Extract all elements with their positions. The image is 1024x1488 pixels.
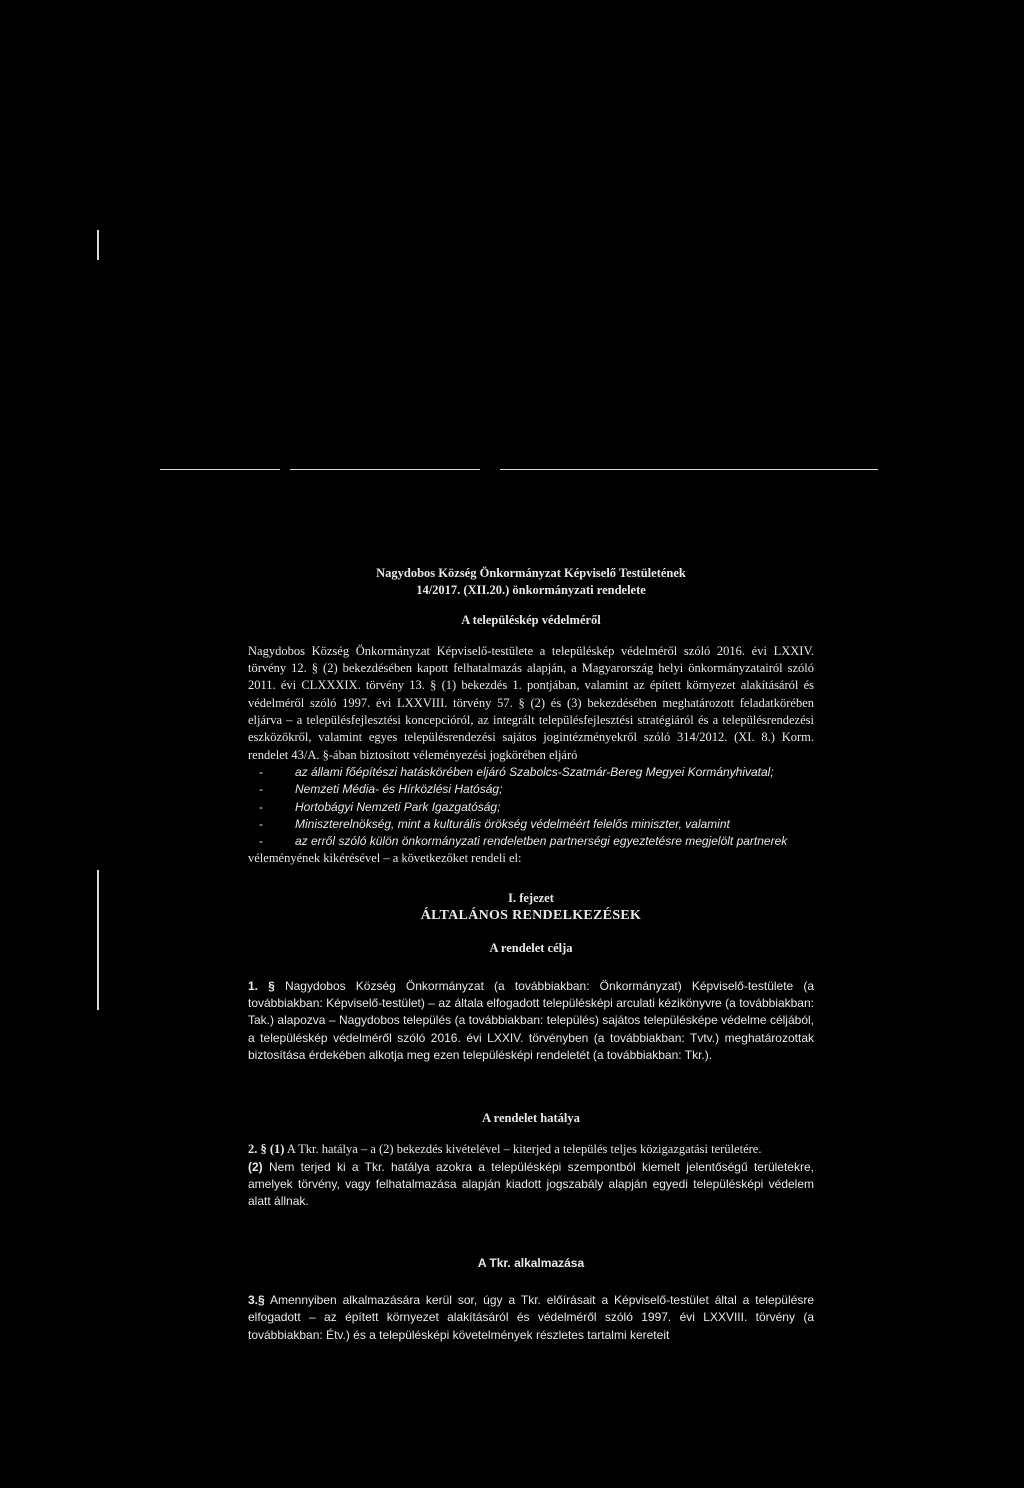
section-2-paragraph-1 (248, 1141, 814, 1158)
consulted-parties-list (248, 764, 814, 850)
preamble-closing: véleményének kikérésével – a következőket rendeli el: (248, 851, 522, 866)
section-1-paragraph (248, 978, 814, 1064)
section-2-text-2: Nem terjed ki a Tkr. hatálya azokra a településképi szempontból kiemelt jelentőségű területekre, amelyek törvény, vagy felhatalmazása alapján kiadott jogszabály alapján egyedi településképi védelem alatt állnak. (248, 1159, 814, 1209)
section-1-number: 1. § (248, 978, 275, 993)
document-page (248, 565, 814, 1344)
list-item: - Hortobágyi Nemzeti Park Igazgatóság; (248, 799, 814, 816)
scan-artifact-rule (290, 469, 480, 470)
section-2-number: 2. § (1) (248, 1142, 285, 1157)
document-header-line-1: Nagydobos Község Önkormányzat Képviselő Testületének (376, 566, 686, 580)
document-header-line-2: 14/2017. (XII.20.) önkormányzati rendelete (416, 583, 646, 598)
section-1-title: A rendelet célja (489, 941, 573, 956)
section-2-text: A Tkr. hatálya – a (2) bekezdés kivételével – kiterjed a település teljes közigazgatási területére. (286, 1142, 762, 1157)
preamble-text: Nagydobos Község Önkormányzat Képviselő-testülete a településkép védelméről szóló 2016. évi LXXIV. törvény 12. § (2) bekezdésében kapott felhatalmazás alapján, a Magyarország helyi önkormányzatairól szóló 2011. évi CLXXXIX. törvény 13. § (1) bekezdés 1. pontjában, valamint az épített környezet alakításáról és védelméről szóló 1997. évi LXXVIII. törvény 57. § (2) és (3) bekezdésében meghatározott feladatkörében eljárva – a településfejlesztési koncepcióról, az integrált településfejlesztési stratégiáról és a településrendezési eszközökről, valamint egyes településrendezési sajátos jogintézményekről szóló 314/2012. (XI. 8.) Korm. rendelet 43/A. §-ában biztosított véleményezési jogkörében eljáró (248, 643, 814, 762)
list-item: - Miniszterelnökség, mint a kulturális örökség védelméért felelős miniszter, valamint (248, 816, 814, 833)
chapter-title: ÁLTALÁNOS RENDELKEZÉSEK (420, 908, 642, 924)
section-1-text: Nagydobos Község Önkormányzat (a továbbiakban: Önkormányzat) Képviselő-testülete (a továbbiakban: Képviselő-testület) – az általa elfogadott településképi arculati kézikönyvre (a továbbiakban: Tak.) alapozva – Nagydobos település (a továbbiakban: település) sajátos településképe védelme céljából, a településkép védelméről szóló 2016. évi LXXIV. törvényben (a továbbiakban: Tvtv.) meghatározottak biztosítása érdekében alkotja meg ezen településképi rendeletét (a továbbiakban: Tkr.). (248, 978, 815, 1062)
list-item: - Nemzeti Média- és Hírközlési Hatóság; (248, 781, 814, 798)
section-3-number: 3.§ (248, 1292, 265, 1307)
list-item: - az állami főépítészi hatáskörében eljáró Szabolcs-Szatmár-Bereg Megyei Kormányhivatal; (248, 764, 814, 781)
section-3-paragraph (248, 1292, 814, 1344)
scan-artifact-bar (97, 230, 99, 260)
chapter-label: I. fejezet (508, 890, 554, 905)
section-2-paragraph-2 (248, 1159, 814, 1211)
scan-artifact-rule (160, 469, 280, 470)
section-3-text: Amennyiben alkalmazására kerül sor, úgy a Tkr. előírásait a Képviselő-testület által a településre elfogadott – az épített környezet alakításáról és védelméről szóló 1997. évi LXXVIII. törvény (a továbbiakban: Étv.) és a településképi követelmények részletes tartalmi kereteit (248, 1292, 814, 1342)
document-title: A településkép védelméről (461, 612, 601, 627)
list-item: - az erről szóló külön önkormányzati rendeletben partnerségi egyeztetésre megjelölt partnerek (248, 833, 814, 850)
section-2-title: A rendelet hatálya (482, 1111, 580, 1126)
section-2-subnumber: (2) (248, 1159, 263, 1174)
scan-artifact-bar (97, 870, 99, 1010)
scan-artifact-rule (500, 469, 878, 470)
section-3-title: A Tkr. alkalmazása (477, 1255, 585, 1270)
